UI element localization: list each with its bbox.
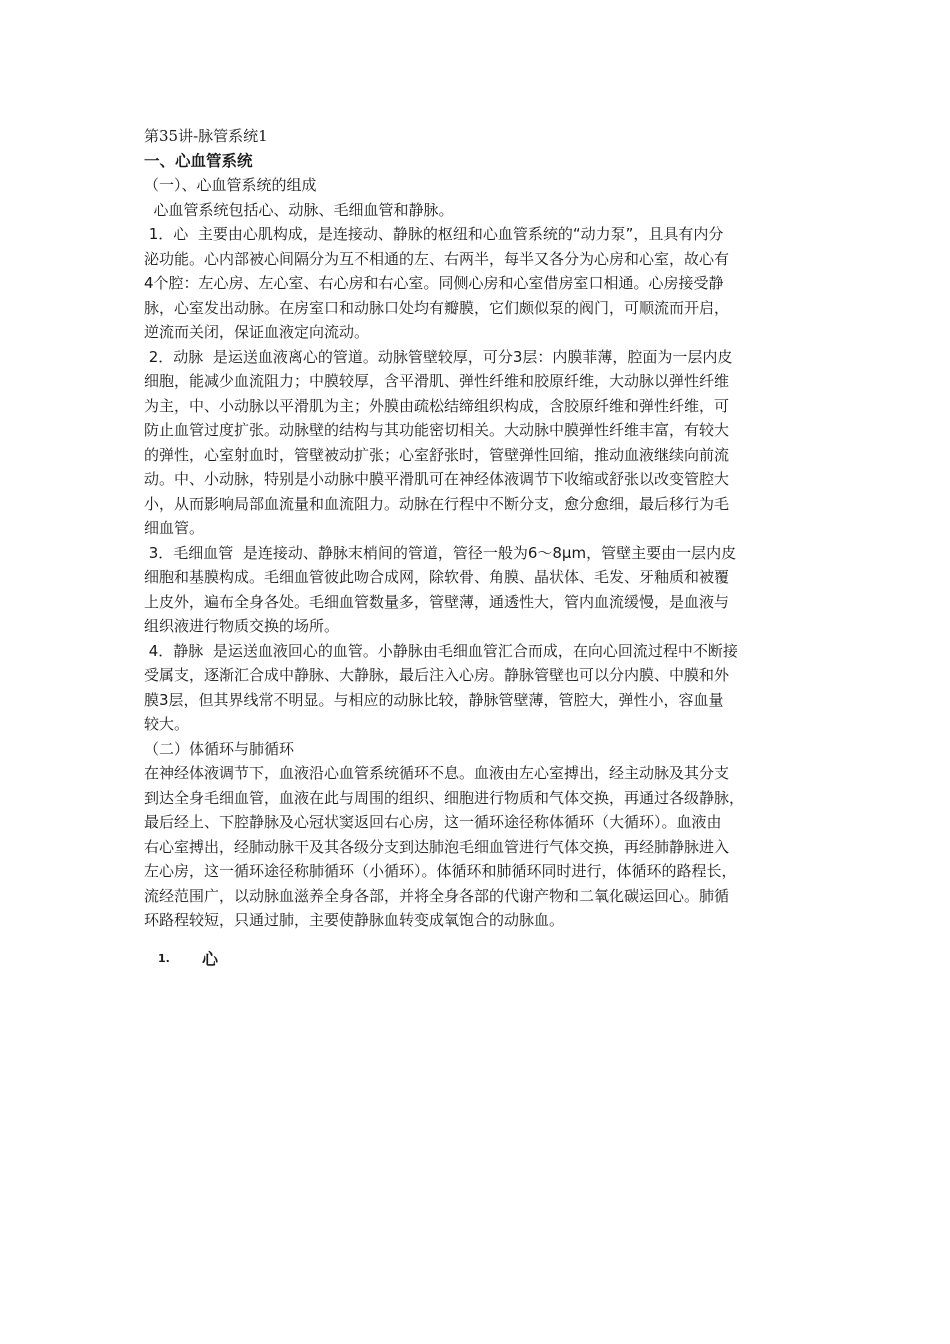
paragraph-line: 膜3层，但其界线常不明显。与相应的动脉比较，静脉管壁薄，管腔大，弹性小，容血量 (144, 690, 724, 709)
paragraph-line: 最后经上、下腔静脉及心冠状窦返回右心房，这一循环途径称体循环（大循环）。血液由 (144, 813, 722, 831)
paragraph-artery (144, 345, 808, 541)
section-heading: 一、心血管系统 (144, 151, 253, 170)
paragraph-line: 组织液进行物质交换的场所。 (144, 617, 340, 635)
intro-paragraph: 心血管系统包括心、动脉、毛细血管和静脉。 (144, 200, 454, 219)
subsection-heading-circulation: （二）体循环与肺循环 (144, 739, 295, 758)
paragraph-line: 防止血管过度扩张。动脉壁的结构与其功能密切相关。大动脉中膜弹性纤维丰富，有较大 (144, 421, 730, 439)
paragraph-line: 4．静脉 是运送血液回心的血管。小静脉由毛细血管汇合而成，在向心回流过程中不断接 (144, 641, 738, 660)
paragraph-line: 流经范围广，以动脉血滋养全身各部，并将全身各部的代谢产物和二氧化碳运回心。肺循 (144, 886, 730, 905)
subsection-heading-composition: （一）、心血管系统的组成 (144, 176, 317, 194)
paragraph-line: 环路程较短，只通过肺，主要使静脉血转变成氧饱合的动脉血。 (144, 911, 565, 929)
paragraph-vein (144, 639, 808, 737)
paragraph-line: 逆流而关闭，保证血液定向流动。 (144, 323, 370, 341)
paragraph-line: 4个腔：左心房、左心室、右心房和右心室。同侧心房和心室借房室口相通。心房接受静 (144, 274, 724, 292)
paragraph-line: 的弹性，心室射血时，管壁被动扩张；心室舒张时，管壁弹性回缩，推动血液继续向前流 (144, 445, 730, 464)
paragraph-heart (144, 222, 808, 345)
document-title: 第35讲-脉管系统1 (144, 127, 268, 145)
paragraph-line: 在神经体液调节下，血液沿心血管系统循环不息。血液由左心室搏出，经主动脉及其分支 (144, 764, 730, 782)
paragraph-line: 3．毛细血管 是连接动、静脉末梢间的管道，管径一般为6～8μm，管壁主要由一层内皮 (144, 543, 737, 562)
paragraph-line: 脉，心室发出动脉。在房室口和动脉口处均有瓣膜，它们颇似泵的阀门，可顺流而开启， (144, 298, 730, 317)
paragraph-line: 1．心 主要由心肌构成，是连接动、静脉的枢纽和心血管系统的“动力泵”，且具有内分 (144, 225, 724, 243)
outline-item-number: 1. (158, 951, 170, 965)
paragraph-line: 上皮外，遍布全身各处。毛细血管数量多，管壁薄，通透性大，管内血流缓慢，是血液与 (144, 592, 730, 611)
paragraph-line: 泌功能。心内部被心间隔分为互不相通的左、右两半，每半又各分为心房和心室，故心有 (144, 249, 730, 268)
paragraph-capillary (144, 541, 808, 639)
paragraph-line: 细血管。 (144, 519, 205, 537)
paragraph-line: 2．动脉 是运送血液离心的管道。动脉管壁较厚，可分3层：内膜菲薄，腔面为一层内皮 (144, 347, 733, 366)
document-body (144, 124, 808, 971)
paragraph-line: 细胞，能减少血流阻力；中膜较厚，含平滑肌、弹性纤维和胶原纤维，大动脉以弹性纤维 (144, 372, 730, 390)
paragraph-line: 右心室搏出，经肺动脉干及其各级分支到达肺泡毛细血管进行气体交换，再经肺静脉进入 (144, 837, 730, 856)
numbered-outline-item (144, 947, 808, 972)
paragraph-line: 受属支，逐渐汇合成中静脉、大静脉，最后注入心房。静脉管壁也可以分内膜、中膜和外 (144, 666, 730, 684)
outline-item-label: 心 (202, 948, 219, 968)
paragraph-line: 细胞和基膜构成。毛细血管彼此吻合成网，除软骨、角膜、晶状体、毛发、牙釉质和被覆 (144, 568, 730, 586)
paragraph-line: 到达全身毛细血管，血液在此与周围的组织、细胞进行物质和气体交换，再通过各级静脉， (144, 788, 745, 807)
paragraph-line: 较大。 (144, 715, 190, 733)
paragraph-line: 为主，中、小动脉以平滑肌为主；外膜由疏松结缔组织构成，含胶原纤维和弹性纤维，可 (144, 396, 730, 415)
paragraph-circulation (144, 761, 808, 933)
paragraph-line: 小，从而影响局部血流量和血流阻力。动脉在行程中不断分支，愈分愈细，最后移行为毛 (144, 494, 730, 513)
paragraph-line: 左心房，这一循环途径称肺循环（小循环）。体循环和肺循环同时进行，体循环的路程长， (144, 862, 737, 880)
paragraph-line: 动。中、小动脉，特别是小动脉中膜平滑肌可在神经体液调节下收缩或舒张以改变管腔大 (144, 470, 730, 488)
